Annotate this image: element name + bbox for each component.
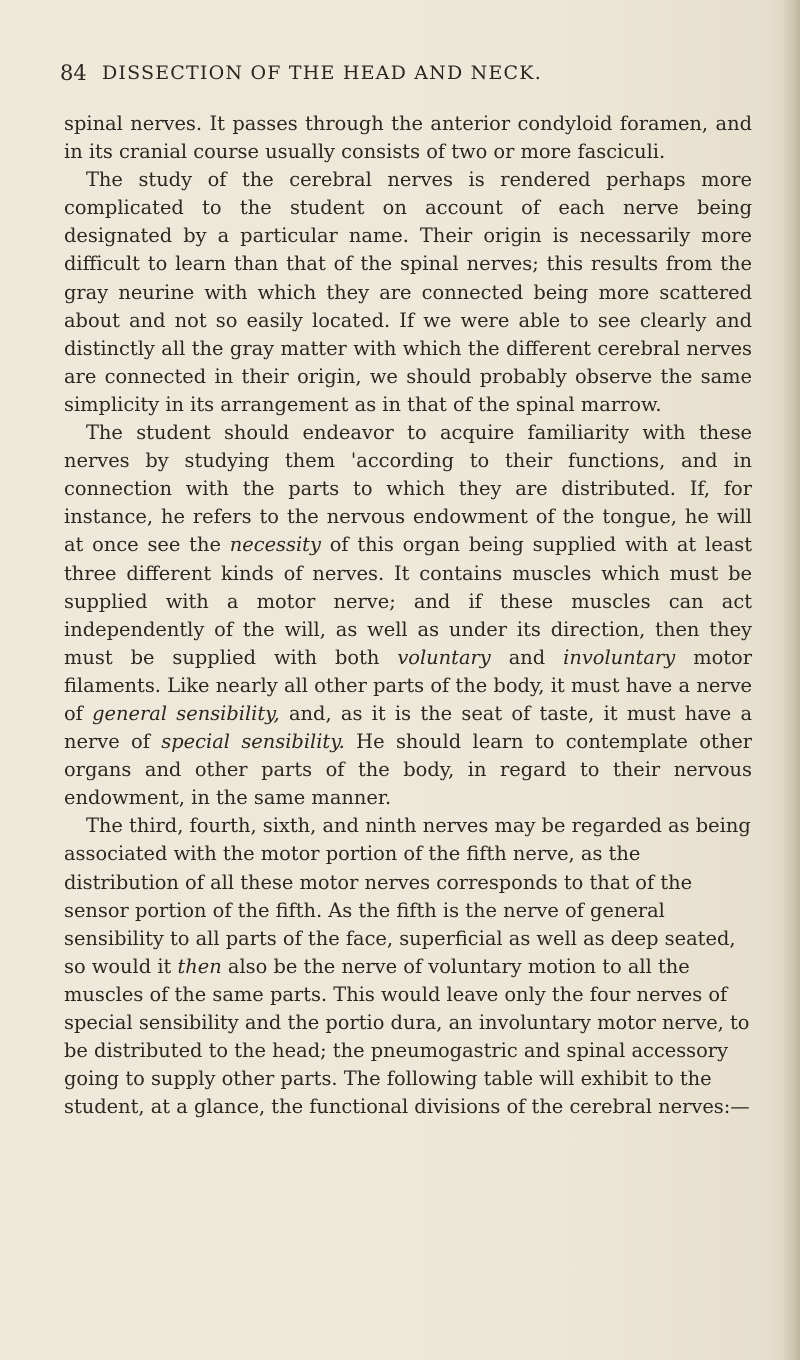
italic-term: then bbox=[177, 954, 222, 978]
page-number: 84 bbox=[60, 61, 87, 85]
page-edge-shadow bbox=[782, 0, 800, 1360]
text-run: and bbox=[508, 645, 546, 669]
paragraph-motor-nerves bbox=[64, 812, 752, 1121]
running-head: DISSECTION OF THE HEAD AND NECK. bbox=[102, 62, 542, 84]
italic-term: general sensibility, bbox=[92, 701, 280, 725]
body-text bbox=[64, 110, 752, 1121]
italic-term: necessity bbox=[229, 533, 321, 557]
text-run: The student should endeavor to acquire familiarity with these nerves by studying them 'according to their functions, and in connection with the parts to which they are distributed. If, for instance, he refers to the nervous endowment of the tongue, he will at once see the bbox=[64, 421, 752, 557]
italic-term: voluntary bbox=[397, 645, 491, 669]
text-run: motor filaments. Like nearly all other parts of the body, it must have a nerve of bbox=[64, 645, 752, 725]
paragraph-student-familiarity bbox=[64, 419, 752, 812]
text-run: and, as it is the seat of taste, it must have a nerve of bbox=[64, 701, 753, 754]
text-run: of this organ being supplied with at least three different kinds of nerves. It contains muscles which must be supplied with a motor nerve; and if these muscles can act independently of the will, as well as under its direction, then they must be supplied with both bbox=[64, 533, 753, 669]
text-run: He should learn to contemplate other organs and other parts of the body, in regard to their nervous endowment, in the same manner. bbox=[64, 730, 752, 810]
paragraph-continuation: spinal nerves. It passes through the anterior condyloid foramen, and in its cranial course usually consists of two or more fasciculi. bbox=[64, 112, 752, 164]
text-run: The third, fourth, sixth, and ninth nerves may be regarded as being associated with the motor portion of the fifth nerve, as the distribution of all these motor nerves corresponds to that of the sensor portion of the fifth. As the fifth is the nerve of general sensibility to all parts of the face, superficial as well as deep seated, so would it bbox=[64, 814, 751, 978]
page-header bbox=[60, 58, 760, 88]
italic-term: involuntary bbox=[563, 645, 676, 669]
paragraph-cerebral-nerves-study: The study of the cerebral nerves is rendered perhaps more complicated to the student on account of each nerve being designated by a particular name. Their origin is necessarily more difficult to learn than that of the spinal nerves; this results from the gray neurine with which they are connected being more scattered about and not so easily located. If we were able to see clearly and distinctly all the gray matter with which the different cerebral nerves are connected in their origin, we should probably observe the same simplicity in its arrangement as in that of the spinal marrow. bbox=[64, 168, 752, 416]
text-run: also be the nerve of voluntary motion to all the muscles of the same parts. This would leave only the four nerves of special sensibility and the portio dura, an involuntary motor nerve, to be distributed to the head; the pneumogastric and spinal accessory going to supply other parts. The following table will exhibit to the student, at a glance, the functional divisions of the cerebral nerves:— bbox=[64, 954, 750, 1119]
italic-term: special sensibility. bbox=[161, 730, 345, 754]
